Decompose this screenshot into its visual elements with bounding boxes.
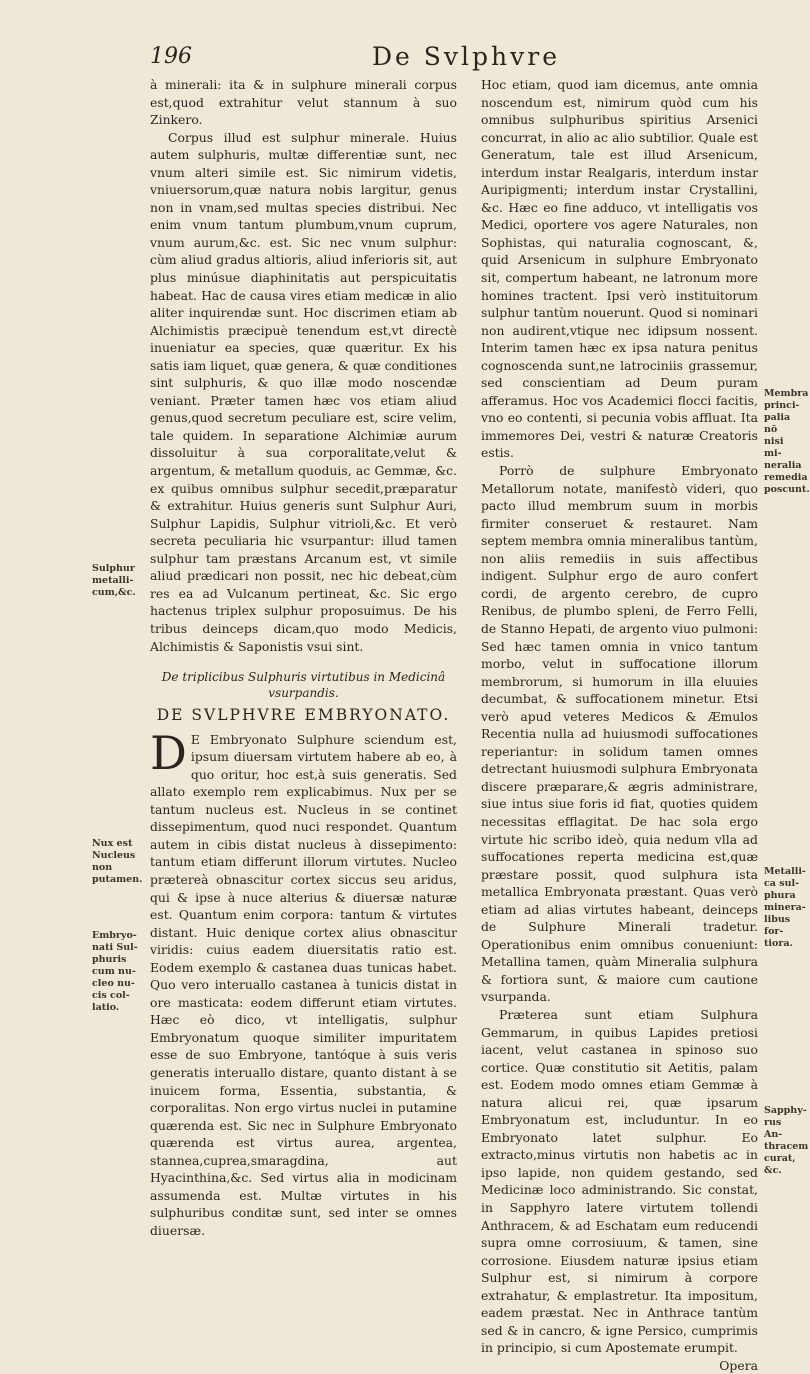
page-header (150, 42, 710, 74)
margin-note: Sulphur metalli-cum,&c. (92, 563, 136, 598)
margin-note: Nux est Nucleus non putamen. (92, 838, 143, 885)
paragraph-dropcap: DE Embryonato Sulphure sciendum est, ipsum diuersam virtutem habere ab eo, à quo oritur, hoc est,à suis generatis. Sed allato exemplo rem explicabimus. Nux per se tantum nucleus est. Nucleus in se continet dissepimentum, quod nuci respondet. Quantum autem in cibis distat nucleus à dissepimento: tantum etiam differunt illorum virtutes. Nucleo prætereà obnascitur cortex siccus seu aridus, qui & ipse à nuce alterius & diuersæ naturæ est. Quantum enim corpora: tantum & virtutes distant. Huic denique cortex alius obnascitur viridis: cuius eadem diuersitatis ratio est. Eodem exemplo & castanea duas tunicas habet. Quo vero interuallo castanea à tunicis distat in ore masticata: eodem differunt etiam virtutes. Hæc eò dico, vt intelligatis, sulphur Embryonatum quoque similiter impuritatem esse de suo Embryone, tantóque à suis veris generatis interuallo distare, quanto distant à se inuicem forma, Essentia, substantia, & corporalitas. Non ergo virtus nuclei in putamine quærenda est. Sic nec in Sulphure Embryonato quærenda est virtus aurea, argentea, stannea,cuprea,smaragdina, aut Hyacinthina,&c. Sed virtus alia in modicinam assumenda est. Multæ virtutes in his sulphuribus conditæ sunt, sed inter se omnes diuersæ. (150, 725, 457, 1238)
margin-note: Embryo-nati Sul-phuris cum nu-cleo nu-cis col-latio. (92, 930, 138, 1013)
page-number: 196 (150, 44, 192, 69)
paragraph: Porrò de sulphure Embryonato Metallorum notate, manifestò videri, quo pacto illud membrum suum in morbis firmiter conseruet & restauret. Nam septem membra omnia mineralibus tantùm, non aliis remediis in suis affectibus indigent. Sulphur ergo de auro confert cordi, de argento cerebro, de cupro Renibus, de plumbo spleni, de Ferro Felli, de Stanno Hepati, de argento viuo pulmoni: Sed hæc tamen omnia in vnico tantum morbo, velut in suffocatione illorum membrorum, si humorum in illa eluuies decumbat, & suffocationem minetur. Etsi verò apud veteres Medicos & Æmulos Recentia nulla ad huiusmodi suffocationes reperiantur: in solidum tamen omnes detrectant huiusmodi sulphura Embryonata discere præparare,& ægris administrare, siue intus siue foris id fiat, quoties quidem necessitas efflagitat. De hac sola ergo virtute hic scribo ideò, quia nedum vlla ad suffocationes reperta medicina est,quæ præstare possit, quod sulphura ista metallica Embryonata præstant. Quas verò etiam ad alias virtutes habeant, deinceps de Sulphure Minerali tradetur. Operationibus enim omnibus conueniunt: Metallina tamen, quàm Mineralia sulphura & fortiora sunt, & maiore cum cautione vsurpanda. (481, 463, 758, 1005)
left-column (150, 76, 457, 1239)
section-subheading: De triplicibus Sulphuris virtutibus in Medicinâ vsurpandis. (161, 670, 446, 701)
margin-note: Metalli-ca sul-phura minera-libus for-tiora. (764, 866, 806, 949)
paragraph: à minerali: ita & in sulphure minerali corpus est,quod extrahitur velut stannum à suo Zinkero. (150, 77, 457, 128)
paragraph: Corpus illud est sulphur minerale. Huius autem sulphuris, multæ differentiæ sunt, nec vnum alteri simile est. Sic nimirum videtis, vniuersorum,quæ natura nobis largitur, genus non in vnam,sed multas species distribui. Nec enim vnum tantum plumbum,vnum cuprum, vnum aurum,&c. est. Sic nec vnum sulphur: cùm aliud gradus altioris, aliud inferioris sit, aut plus minúsue diaphinitatis aut perspicuitatis habeat. Hac de causa vires etiam medicæ in alio aliter inquirendæ sunt. Hoc discrimen etiam ab Alchimistis præcipuè tenendum est,vt directè inueniatur ea species, quæ quæritur. Ex his satis iam liquet, quæ genera, & quæ conditiones sint sulphuris, & quo illæ modo noscendæ veniant. Præter tamen hæc vos etiam aliud genus,quod secretum peculiare est, scire velim, tale quidem. In separatione Alchimiæ aurum dissoluitur à sua corporalitate,velut & argentum, & metallum quoduis, ac Gemmæ, &c. ex quibus omnibus sulphur secedit,præparatur & extrahitur. Huius generis sunt Sulphur Auri, Sulphur Lapidis, Sulphur vitrioli,&c. Et verò secreta peculiaria hic vsurpantur: illud tamen sulphur tam præstans Arcanum est, vt simile aliud prædicari non possit, nec hic debeat,cùm res ea ad Vulcanum pertineat, &c. Sic ergo hactenus triplex sulphur proposuimus. De his tribus deinceps dicam,quo modo Medicis, Alchimistis & Saponistis vsui sint. (150, 129, 457, 654)
right-column (481, 76, 758, 1374)
margin-note: Sapphy-rus An-thracem curat, &c. (764, 1105, 809, 1176)
paragraph: Hoc etiam, quod iam dicemus, ante omnia noscendum est, nimirum quòd cum his omnibus sulphuribus spiritius Arsenici concurrat, in alio ac alio subtilior. Quale est Generatum, tale est illud Arsenicum, interdum instar Realgaris, interdum instar Auripigmenti; interdum instar Crystallini, &c. Hæc eo fine adduco, vt intelligatis vos Medici, oportere vos agere Naturales, non Sophistas, qui naturalia cognoscant, &, quid Arsenicum in sulphure Embryonato sit, compertum habeant, ne latronum more homines tractent. Ipsi verò instituitorum sulphur tantùm nouerunt. Quod si nominari non audirent,vtique nec idipsum nossent. Interim tamen hæc ex ipsa natura penitus cognoscenda sunt,ne latrociniis grassemur, sed conscientiam ad Deum puram afferamus. Hoc vos Academici flocci facitis, vno eo contenti, si pecunia vobis affluat. Ita immemores Dei, vestri & naturæ Creatoris estis. (481, 77, 758, 461)
margin-note: Membra princi-palia nō nisi mi-neralia remedia poscunt. (764, 388, 810, 495)
paragraph: Præterea sunt etiam Sulphura Gemmarum, in quibus Lapides pretiosi iacent, velut castanea in spinoso suo cortice. Quæ constitutio sit Aetitis, palam est. Eodem modo omnes etiam Gemmæ à natura alicui rei, quæ ipsarum Embryonatum est, includuntur. In eo Embryonato latet sulphur. Eo extracto,minus virtutis non habetis ac in ipso lapide, non quidem gestando, sed Medicinæ loco administrando. Sic constat, in Sapphyro latere virtutem tollendi Anthracem, & ad Eschatam eum reducendi supra omne corrosiuum, & tamen, sine corrosione. Eiusdem naturæ ipsius etiam Sulphur est, si nimirum à corpore extrahatur, & emplastretur. Ita impositum, eadem præstat. Nec in Anthrace tantùm sed & in cancro, & igne Persico, cumprimis in principio, si cum Apostemate erumpit. (481, 1006, 758, 1356)
running-head: De Svlphvre (372, 42, 561, 71)
section-heading: DE SVLPHVRE EMBRYONATO. (156, 706, 451, 725)
catchword: Opera (719, 1357, 758, 1373)
